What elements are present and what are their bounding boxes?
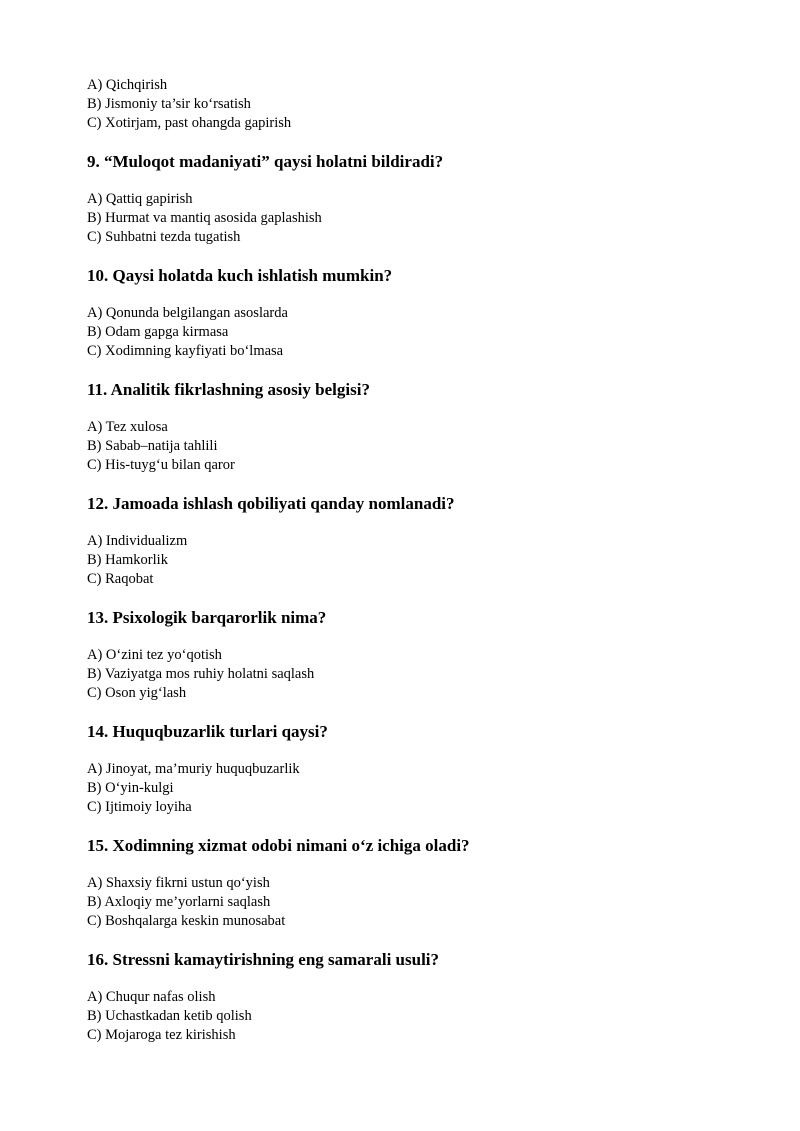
question-15 [87,835,727,931]
option-c: C) Mojaroga tez kirishish [87,1027,236,1043]
option-a: A) O‘zini tez yo‘qotish [87,647,222,663]
question-14 [87,721,727,817]
lead-options [87,76,727,133]
option-a: A) Qonunda belgilangan asoslarda [87,305,288,321]
option-a: A) Jinoyat, ma’muriy huquqbuzarlik [87,761,300,777]
option-b: B) Jismoniy ta’sir ko‘rsatish [87,96,251,112]
option-b: B) Sabab–natija tahlili [87,438,218,454]
question-title: 16. Stressni kamaytirishning eng samarali usuli? [87,950,440,969]
option-c: C) Boshqalarga keskin munosabat [87,913,286,929]
question-title: 11. Analitik fikrlashning asosiy belgisi? [87,380,370,399]
option-b: B) Vaziyatga mos ruhiy holatni saqlash [87,666,315,682]
quiz-content [87,76,727,1045]
option-a: A) Individualizm [87,533,188,549]
option-c: C) Xotirjam, past ohangda gapirish [87,115,292,131]
option-c: C) Suhbatni tezda tugatish [87,229,241,245]
question-title: 14. Huquqbuzarlik turlari qaysi? [87,722,328,741]
question-title: 15. Xodimning xizmat odobi nimani o‘z ichiga oladi? [87,836,470,855]
question-12 [87,493,727,589]
question-11 [87,379,727,475]
question-10 [87,265,727,361]
option-a: A) Qattiq gapirish [87,191,193,207]
option-c: C) Oson yig‘lash [87,685,187,701]
option-b: B) Hurmat va mantiq asosida gaplashish [87,210,322,226]
option-b: B) Odam gapga kirmasa [87,324,229,340]
question-13 [87,607,727,703]
option-c: C) Xodimning kayfiyati bo‘lmasa [87,343,284,359]
option-b: B) O‘yin-kulgi [87,780,174,796]
option-b: B) Axloqiy me’yorlarni saqlash [87,894,271,910]
option-a: A) Qichqirish [87,77,168,93]
question-title: 13. Psixologik barqarorlik nima? [87,608,327,627]
option-c: C) His-tuyg‘u bilan qaror [87,457,235,473]
question-title: 12. Jamoada ishlash qobiliyati qanday nomlanadi? [87,494,455,513]
option-a: A) Chuqur nafas olish [87,989,216,1005]
option-a: A) Shaxsiy fikrni ustun qo‘yish [87,875,270,891]
option-c: C) Ijtimoiy loyiha [87,799,192,815]
option-c: C) Raqobat [87,571,154,587]
option-a: A) Tez xulosa [87,419,168,435]
question-9 [87,151,727,247]
question-title: 10. Qaysi holatda kuch ishlatish mumkin? [87,266,393,285]
question-title: 9. “Muloqot madaniyati” qaysi holatni bildiradi? [87,152,444,171]
option-b: B) Hamkorlik [87,552,168,568]
option-b: B) Uchastkadan ketib qolish [87,1008,252,1024]
question-16 [87,949,727,1045]
